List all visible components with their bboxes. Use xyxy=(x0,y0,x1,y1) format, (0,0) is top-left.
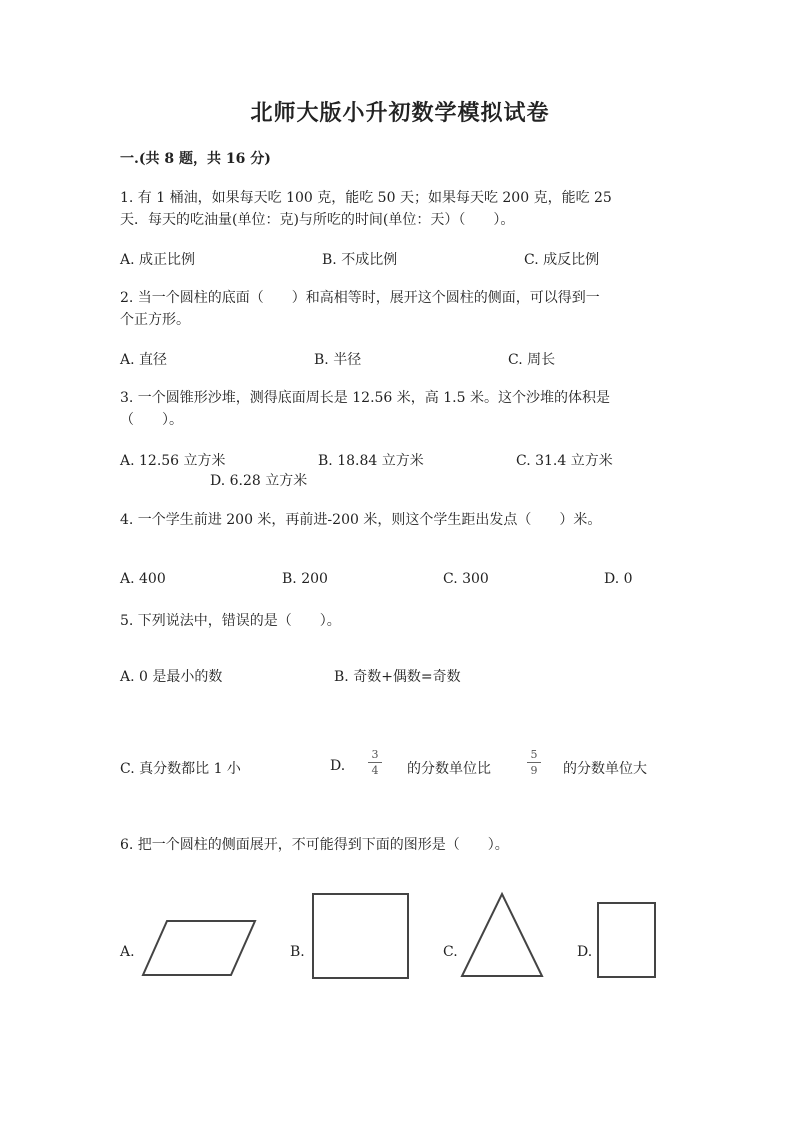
rectangle-shape xyxy=(596,901,658,979)
fraction-three-quarters xyxy=(368,748,382,777)
square-shape xyxy=(311,892,411,980)
fraction-numerator: 5 xyxy=(530,748,538,761)
q5-option-c: C. 真分数都比 1 小 xyxy=(120,761,241,777)
section-heading: 一.(共 8 题，共 16 分) xyxy=(120,151,271,167)
question-1-line-1: 1. 有 1 桶油，如果每天吃 100 克，能吃 50 天；如果每天吃 200 克，能吃 25 xyxy=(120,190,612,206)
q6-option-a-label: A. xyxy=(120,944,135,960)
q6-option-d-label: D. xyxy=(577,944,593,960)
q2-option-a: A. 直径 xyxy=(120,352,168,368)
q2-option-c: C. 周长 xyxy=(508,352,556,368)
q1-option-a: A. 成正比例 xyxy=(120,252,196,268)
q5-option-a: A. 0 是最小的数 xyxy=(120,669,223,685)
fraction-denominator: 4 xyxy=(371,764,379,777)
question-5-line-1: 5. 下列说法中，错误的是（ ）。 xyxy=(120,613,341,629)
q3-option-b: B. 18.84 立方米 xyxy=(318,453,424,469)
question-4-line-1: 4. 一个学生前进 200 米，再前进-200 米，则这个学生距出发点（ ）米。 xyxy=(120,512,602,528)
question-2-line-2: 个正方形。 xyxy=(120,312,190,328)
q5-option-d-middle: 的分数单位比 xyxy=(407,761,491,777)
fraction-numerator: 3 xyxy=(371,748,379,761)
q5-option-d-end: 的分数单位大 xyxy=(563,761,647,777)
parallelogram-shape xyxy=(140,918,260,978)
q5-option-b: B. 奇数+偶数=奇数 xyxy=(334,669,461,685)
question-6-line-1: 6. 把一个圆柱的侧面展开，不可能得到下面的图形是（ ）。 xyxy=(120,837,509,853)
question-3-line-1: 3. 一个圆锥形沙堆，测得底面周长是 12.56 米，高 1.5 米。这个沙堆的体积是 xyxy=(120,390,610,406)
q1-option-c: C. 成反比例 xyxy=(524,252,600,268)
q4-option-c: C. 300 xyxy=(443,571,489,587)
fraction-denominator: 9 xyxy=(530,764,538,777)
page-title: 北师大版小升初数学模拟试卷 xyxy=(250,100,550,126)
q3-option-d: D. 6.28 立方米 xyxy=(210,473,308,489)
q6-option-b-label: B. xyxy=(290,944,305,960)
q1-option-b: B. 不成比例 xyxy=(322,252,398,268)
question-1-line-2: 天．每天的吃油量(单位：克)与所吃的时间(单位：天）（ ）。 xyxy=(120,212,515,228)
q4-option-d: D. 0 xyxy=(604,571,633,587)
question-2-line-1: 2. 当一个圆柱的底面（ ）和高相等时，展开这个圆柱的侧面，可以得到一 xyxy=(120,290,600,306)
q3-option-a: A. 12.56 立方米 xyxy=(120,453,226,469)
question-3-line-2: （ ）。 xyxy=(120,412,183,428)
q3-option-c: C. 31.4 立方米 xyxy=(516,453,613,469)
q5-option-d-label: D. xyxy=(330,758,346,774)
q4-option-a: A. 400 xyxy=(120,571,166,587)
fraction-bar xyxy=(368,762,382,763)
q4-option-b: B. 200 xyxy=(282,571,328,587)
fraction-five-ninths xyxy=(527,748,541,777)
triangle-shape xyxy=(459,891,545,979)
q6-option-c-label: C. xyxy=(443,944,458,960)
q2-option-b: B. 半径 xyxy=(314,352,362,368)
fraction-bar xyxy=(527,762,541,763)
